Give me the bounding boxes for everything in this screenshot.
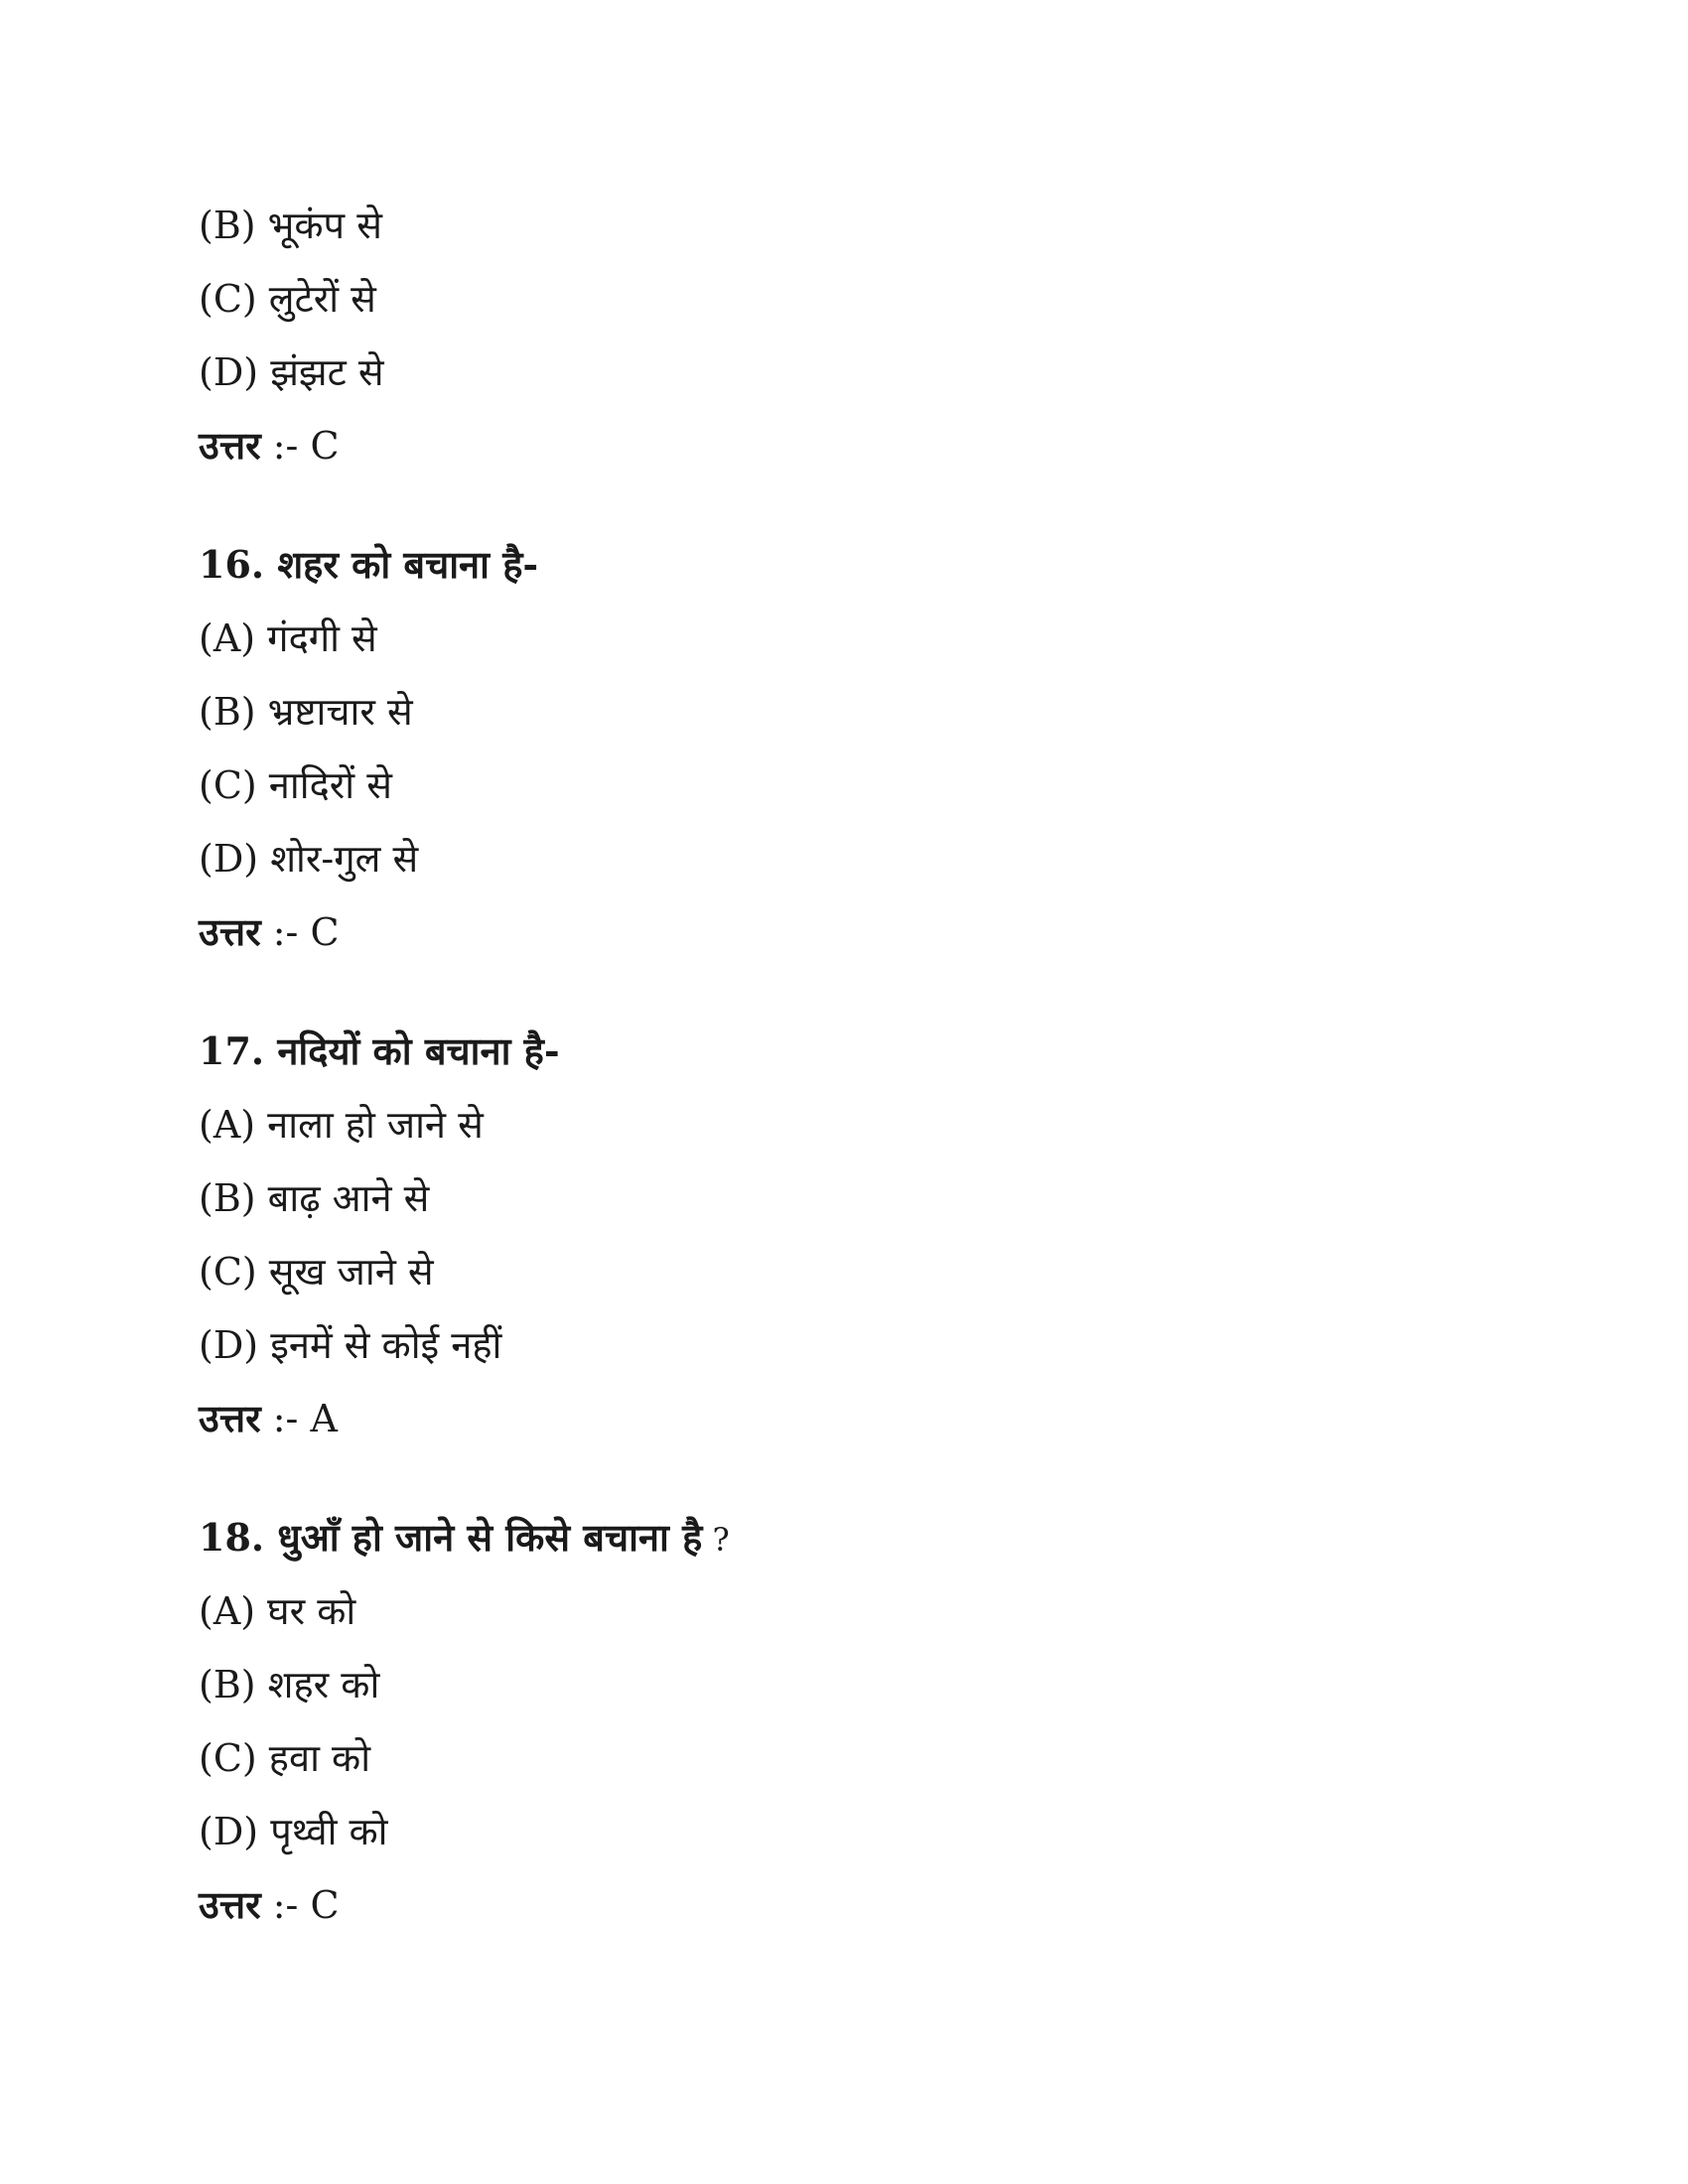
option-b: (B) बाढ़ आने से bbox=[199, 1176, 430, 1220]
answer-line bbox=[199, 1382, 1489, 1455]
spacer bbox=[199, 482, 1489, 528]
answer-value: C bbox=[310, 1883, 340, 1927]
option-a: (A) नाला हो जाने से bbox=[199, 1103, 484, 1147]
question-16 bbox=[199, 528, 1489, 969]
option-a: (A) गंदगी से bbox=[199, 616, 377, 660]
option-d: (D) पृथ्वी को bbox=[199, 1810, 388, 1853]
answer-value: C bbox=[310, 424, 340, 468]
question-15-continued bbox=[199, 189, 1489, 482]
option-c: (C) लुटेरों से bbox=[199, 277, 376, 321]
answer-line bbox=[199, 895, 1489, 969]
answer-value: A bbox=[310, 1397, 338, 1440]
question-17 bbox=[199, 1015, 1489, 1455]
answer-label: उत्तर bbox=[199, 1882, 261, 1927]
option-d: (D) शोर-गुल से bbox=[199, 837, 419, 881]
option-d: (D) इनमें से कोई नहीं bbox=[199, 1323, 502, 1367]
question-suffix: ? bbox=[702, 1521, 730, 1559]
question-text bbox=[199, 528, 1489, 602]
document-page bbox=[199, 189, 1489, 1942]
question-text bbox=[199, 1501, 1489, 1574]
answer-separator: :- bbox=[260, 424, 311, 468]
option-a: (A) घर को bbox=[199, 1589, 356, 1633]
answer-separator: :- bbox=[260, 1883, 311, 1927]
answer-label: उत्तर bbox=[199, 909, 261, 954]
option-b: (B) भूकंप से bbox=[199, 204, 382, 247]
answer-separator: :- bbox=[260, 910, 311, 954]
question-18 bbox=[199, 1501, 1489, 1942]
option-b: (B) भ्रष्टाचार से bbox=[199, 690, 413, 734]
option-d: (D) झंझट से bbox=[199, 350, 384, 394]
spacer bbox=[199, 969, 1489, 1015]
answer-line bbox=[199, 409, 1489, 482]
answer-label: उत्तर bbox=[199, 423, 261, 468]
option-c: (C) सूख जाने से bbox=[199, 1250, 434, 1294]
answer-separator: :- bbox=[260, 1397, 311, 1440]
answer-label: उत्तर bbox=[199, 1396, 261, 1440]
question-text bbox=[199, 1015, 1489, 1088]
option-c: (C) हवा को bbox=[199, 1736, 371, 1780]
question-stem: 17. नदियों को बचाना है- bbox=[199, 1028, 560, 1073]
answer-value: C bbox=[310, 910, 340, 954]
question-stem: 16. शहर को बचाना है- bbox=[199, 542, 539, 587]
option-b: (B) शहर को bbox=[199, 1663, 380, 1706]
question-stem: 18. धुआँ हो जाने से किसे बचाना है bbox=[199, 1515, 703, 1560]
spacer bbox=[199, 1455, 1489, 1501]
answer-line bbox=[199, 1868, 1489, 1942]
option-c: (C) नादिरों से bbox=[199, 763, 392, 807]
